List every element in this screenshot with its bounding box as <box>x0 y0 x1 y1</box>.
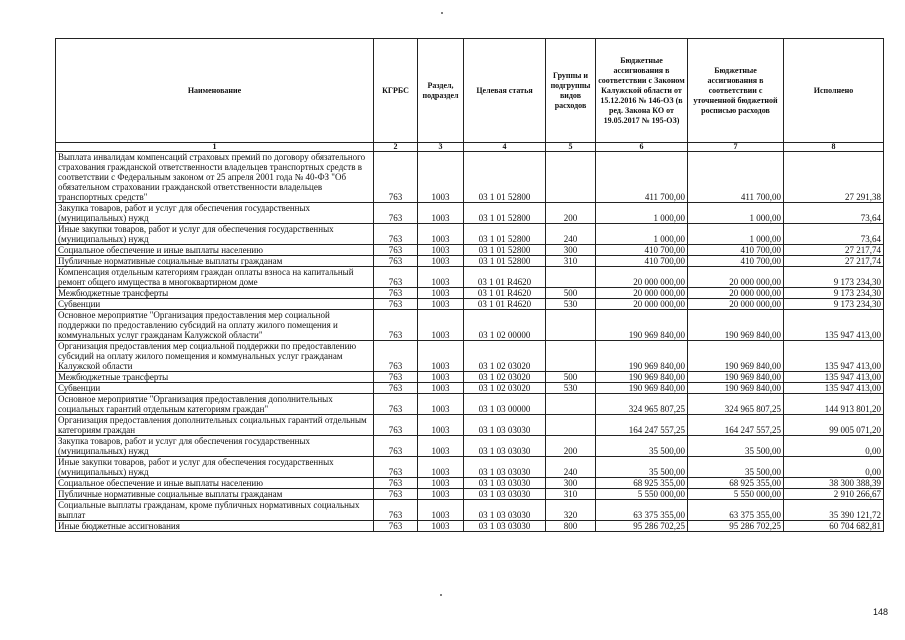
row-kgrbs: 763 <box>374 500 418 521</box>
budget-table <box>55 38 884 532</box>
row-target: 03 1 02 00000 <box>464 310 546 341</box>
row-target: 03 1 01 52800 <box>464 224 546 245</box>
row-name: Иные закупки товаров, работ и услуг для обеспечения государственных (муниципальных) нужд <box>56 457 374 478</box>
row-section: 1003 <box>418 521 464 532</box>
row-executed: 0,00 <box>784 457 884 478</box>
row-group: 300 <box>546 245 596 256</box>
row-target: 03 1 02 03020 <box>464 372 546 383</box>
row-budget-refined: 410 700,00 <box>688 245 784 256</box>
row-budget-law: 410 700,00 <box>596 256 688 267</box>
row-section: 1003 <box>418 383 464 394</box>
row-section: 1003 <box>418 203 464 224</box>
row-budget-law: 164 247 557,25 <box>596 415 688 436</box>
column-number: 7 <box>688 143 784 152</box>
row-kgrbs: 763 <box>374 415 418 436</box>
table-row <box>56 383 884 394</box>
row-executed: 27 291,38 <box>784 152 884 203</box>
row-name: Социальное обеспечение и иные выплаты населению <box>56 478 374 489</box>
column-number: 2 <box>374 143 418 152</box>
row-budget-law: 324 965 807,25 <box>596 394 688 415</box>
row-section: 1003 <box>418 152 464 203</box>
row-section: 1003 <box>418 436 464 457</box>
row-kgrbs: 763 <box>374 152 418 203</box>
column-number: 8 <box>784 143 884 152</box>
row-executed: 2 910 266,67 <box>784 489 884 500</box>
row-group <box>546 152 596 203</box>
row-executed: 73,64 <box>784 224 884 245</box>
row-name: Иные закупки товаров, работ и услуг для обеспечения государственных (муниципальных) нужд <box>56 224 374 245</box>
row-section: 1003 <box>418 245 464 256</box>
row-target: 03 1 03 03030 <box>464 489 546 500</box>
row-name: Межбюджетные трансферты <box>56 288 374 299</box>
row-budget-refined: 190 969 840,00 <box>688 310 784 341</box>
row-budget-refined: 1 000,00 <box>688 203 784 224</box>
table-row <box>56 372 884 383</box>
row-target: 03 1 01 52800 <box>464 245 546 256</box>
row-target: 03 1 01 52800 <box>464 203 546 224</box>
row-name: Организация предоставления мер социальной поддержки по предоставлению субсидий на оплату жилого помещения и коммунальных услуг гражданам Калужской области <box>56 341 374 372</box>
row-kgrbs: 763 <box>374 372 418 383</box>
row-executed: 9 173 234,30 <box>784 299 884 310</box>
row-name: Выплата инвалидам компенсаций страховых премий по договору обязательного страхования гражданской ответственности владельцев транспортных средств в соответствии с Федеральным законом от 25 апреля 2001 года № 40-ФЗ "Об обязательном страховании гражданской ответственности владельцев транспортных средств" <box>56 152 374 203</box>
row-target: 03 1 03 03030 <box>464 500 546 521</box>
row-budget-refined: 95 286 702,25 <box>688 521 784 532</box>
row-budget-refined: 190 969 840,00 <box>688 372 784 383</box>
row-section: 1003 <box>418 500 464 521</box>
row-kgrbs: 763 <box>374 383 418 394</box>
row-kgrbs: 763 <box>374 267 418 288</box>
row-executed: 27 217,74 <box>784 256 884 267</box>
row-target: 03 1 03 00000 <box>464 394 546 415</box>
table-row <box>56 152 884 203</box>
row-section: 1003 <box>418 457 464 478</box>
row-kgrbs: 763 <box>374 394 418 415</box>
row-kgrbs: 763 <box>374 489 418 500</box>
row-budget-refined: 190 969 840,00 <box>688 341 784 372</box>
row-budget-refined: 190 969 840,00 <box>688 383 784 394</box>
header-name: Наименование <box>56 39 374 143</box>
row-group <box>546 267 596 288</box>
row-budget-refined: 68 925 355,00 <box>688 478 784 489</box>
header-budget-refined: Бюджетные ассигнования в соответствии с уточненной бюджетной росписью расходов <box>688 39 784 143</box>
row-budget-law: 20 000 000,00 <box>596 267 688 288</box>
row-executed: 38 300 388,39 <box>784 478 884 489</box>
row-kgrbs: 763 <box>374 521 418 532</box>
header-target: Целевая статья <box>464 39 546 143</box>
row-budget-refined: 20 000 000,00 <box>688 288 784 299</box>
row-section: 1003 <box>418 394 464 415</box>
row-executed: 27 217,74 <box>784 245 884 256</box>
row-budget-refined: 164 247 557,25 <box>688 415 784 436</box>
row-section: 1003 <box>418 299 464 310</box>
scan-artifact-dot <box>440 594 442 596</box>
row-name: Организация предоставления дополнительных социальных гарантий отдельным категориям граждан <box>56 415 374 436</box>
header-section: Раздел, подраздел <box>418 39 464 143</box>
row-budget-law: 35 500,00 <box>596 436 688 457</box>
row-section: 1003 <box>418 478 464 489</box>
row-executed: 60 704 682,81 <box>784 521 884 532</box>
row-kgrbs: 763 <box>374 256 418 267</box>
table-row <box>56 288 884 299</box>
row-kgrbs: 763 <box>374 478 418 489</box>
table-row <box>56 224 884 245</box>
row-group <box>546 310 596 341</box>
row-budget-law: 35 500,00 <box>596 457 688 478</box>
table-row <box>56 500 884 521</box>
row-group: 310 <box>546 489 596 500</box>
row-executed: 73,64 <box>784 203 884 224</box>
table-row <box>56 415 884 436</box>
row-budget-law: 63 375 355,00 <box>596 500 688 521</box>
row-executed: 135 947 413,00 <box>784 310 884 341</box>
row-section: 1003 <box>418 415 464 436</box>
row-name: Закупка товаров, работ и услуг для обеспечения государственных (муниципальных) нужд <box>56 436 374 457</box>
row-budget-law: 190 969 840,00 <box>596 383 688 394</box>
row-budget-refined: 35 500,00 <box>688 436 784 457</box>
table-header-row <box>56 39 884 143</box>
header-kgrbs: КГРБС <box>374 39 418 143</box>
row-name: Социальное обеспечение и иные выплаты населению <box>56 245 374 256</box>
row-target: 03 1 02 03020 <box>464 341 546 372</box>
row-budget-refined: 20 000 000,00 <box>688 299 784 310</box>
row-budget-law: 190 969 840,00 <box>596 310 688 341</box>
row-kgrbs: 763 <box>374 457 418 478</box>
row-name: Субвенции <box>56 383 374 394</box>
table-row <box>56 489 884 500</box>
row-group: 310 <box>546 256 596 267</box>
row-section: 1003 <box>418 310 464 341</box>
table-row <box>56 245 884 256</box>
row-group <box>546 415 596 436</box>
row-budget-law: 411 700,00 <box>596 152 688 203</box>
row-target: 03 1 01 R4620 <box>464 299 546 310</box>
table-row <box>56 203 884 224</box>
row-section: 1003 <box>418 224 464 245</box>
column-number: 1 <box>56 143 374 152</box>
row-target: 03 1 03 03030 <box>464 436 546 457</box>
row-kgrbs: 763 <box>374 341 418 372</box>
row-executed: 35 390 121,72 <box>784 500 884 521</box>
column-number: 4 <box>464 143 546 152</box>
row-budget-refined: 20 000 000,00 <box>688 267 784 288</box>
header-executed: Исполнено <box>784 39 884 143</box>
row-group: 300 <box>546 478 596 489</box>
row-kgrbs: 763 <box>374 299 418 310</box>
row-kgrbs: 763 <box>374 203 418 224</box>
row-budget-law: 20 000 000,00 <box>596 299 688 310</box>
row-name: Публичные нормативные социальные выплаты гражданам <box>56 256 374 267</box>
row-group: 500 <box>546 288 596 299</box>
row-target: 03 1 01 52800 <box>464 256 546 267</box>
row-name: Межбюджетные трансферты <box>56 372 374 383</box>
column-number: 5 <box>546 143 596 152</box>
row-kgrbs: 763 <box>374 310 418 341</box>
row-target: 03 1 03 03030 <box>464 457 546 478</box>
row-name: Социальные выплаты гражданам, кроме публичных нормативных социальных выплат <box>56 500 374 521</box>
row-budget-refined: 1 000,00 <box>688 224 784 245</box>
row-name: Основное мероприятие "Организация предоставления мер социальной поддержки по предоставлению субсидий на оплату жилого помещения и коммунальных услуг гражданам Калужской области" <box>56 310 374 341</box>
row-executed: 135 947 413,00 <box>784 383 884 394</box>
row-budget-law: 20 000 000,00 <box>596 288 688 299</box>
column-number-row <box>56 143 884 152</box>
row-budget-law: 95 286 702,25 <box>596 521 688 532</box>
row-target: 03 1 01 52800 <box>464 152 546 203</box>
row-target: 03 1 03 03030 <box>464 521 546 532</box>
row-group: 530 <box>546 383 596 394</box>
row-kgrbs: 763 <box>374 288 418 299</box>
row-group: 530 <box>546 299 596 310</box>
row-executed: 135 947 413,00 <box>784 341 884 372</box>
table-row <box>56 394 884 415</box>
row-group: 320 <box>546 500 596 521</box>
row-target: 03 1 03 03030 <box>464 478 546 489</box>
row-budget-law: 410 700,00 <box>596 245 688 256</box>
row-section: 1003 <box>418 489 464 500</box>
row-budget-refined: 410 700,00 <box>688 256 784 267</box>
row-executed: 0,00 <box>784 436 884 457</box>
row-section: 1003 <box>418 256 464 267</box>
scan-artifact-dot <box>441 12 443 14</box>
row-group: 500 <box>546 372 596 383</box>
row-target: 03 1 03 03030 <box>464 415 546 436</box>
row-group: 240 <box>546 457 596 478</box>
row-kgrbs: 763 <box>374 436 418 457</box>
row-name: Закупка товаров, работ и услуг для обеспечения государственных (муниципальных) нужд <box>56 203 374 224</box>
row-budget-refined: 35 500,00 <box>688 457 784 478</box>
row-name: Публичные нормативные социальные выплаты гражданам <box>56 489 374 500</box>
row-section: 1003 <box>418 288 464 299</box>
row-kgrbs: 763 <box>374 245 418 256</box>
table-body <box>56 152 884 532</box>
table-row <box>56 478 884 489</box>
row-executed: 135 947 413,00 <box>784 372 884 383</box>
row-budget-refined: 411 700,00 <box>688 152 784 203</box>
table-row <box>56 299 884 310</box>
column-number: 6 <box>596 143 688 152</box>
row-group: 200 <box>546 436 596 457</box>
row-section: 1003 <box>418 341 464 372</box>
row-budget-law: 190 969 840,00 <box>596 341 688 372</box>
row-budget-law: 5 550 000,00 <box>596 489 688 500</box>
row-group <box>546 394 596 415</box>
row-budget-law: 68 925 355,00 <box>596 478 688 489</box>
row-target: 03 1 02 03020 <box>464 383 546 394</box>
row-name: Иные бюджетные ассигнования <box>56 521 374 532</box>
row-budget-refined: 5 550 000,00 <box>688 489 784 500</box>
table-row <box>56 457 884 478</box>
row-section: 1003 <box>418 267 464 288</box>
row-executed: 99 005 071,20 <box>784 415 884 436</box>
row-group <box>546 341 596 372</box>
table-row <box>56 521 884 532</box>
table-row <box>56 436 884 457</box>
row-target: 03 1 01 R4620 <box>464 267 546 288</box>
row-budget-law: 1 000,00 <box>596 203 688 224</box>
row-executed: 144 913 801,20 <box>784 394 884 415</box>
row-budget-law: 190 969 840,00 <box>596 372 688 383</box>
row-group: 200 <box>546 203 596 224</box>
table-row <box>56 310 884 341</box>
row-target: 03 1 01 R4620 <box>464 288 546 299</box>
table-row <box>56 267 884 288</box>
page-number: 148 <box>872 607 888 617</box>
row-group: 800 <box>546 521 596 532</box>
row-name: Компенсация отдельным категориям граждан оплаты взноса на капитальный ремонт общего имущества в многоквартирном доме <box>56 267 374 288</box>
row-budget-law: 1 000,00 <box>596 224 688 245</box>
header-groups: Группы и подгруппы видов расходов <box>546 39 596 143</box>
column-number: 3 <box>418 143 464 152</box>
row-group: 240 <box>546 224 596 245</box>
table-row <box>56 341 884 372</box>
row-budget-refined: 324 965 807,25 <box>688 394 784 415</box>
row-budget-refined: 63 375 355,00 <box>688 500 784 521</box>
header-budget-law: Бюджетные ассигнования в соответствии с Законом Калужской области от 15.12.2016 № 146-ОЗ (в ред. Закона КО от 19.05.2017 № 195-ОЗ) <box>596 39 688 143</box>
table-row <box>56 256 884 267</box>
row-executed: 9 173 234,30 <box>784 288 884 299</box>
row-name: Субвенции <box>56 299 374 310</box>
row-name: Основное мероприятие "Организация предоставления дополнительных социальных гарантий отдельным категориям граждан" <box>56 394 374 415</box>
row-section: 1003 <box>418 372 464 383</box>
row-executed: 9 173 234,30 <box>784 267 884 288</box>
row-kgrbs: 763 <box>374 224 418 245</box>
